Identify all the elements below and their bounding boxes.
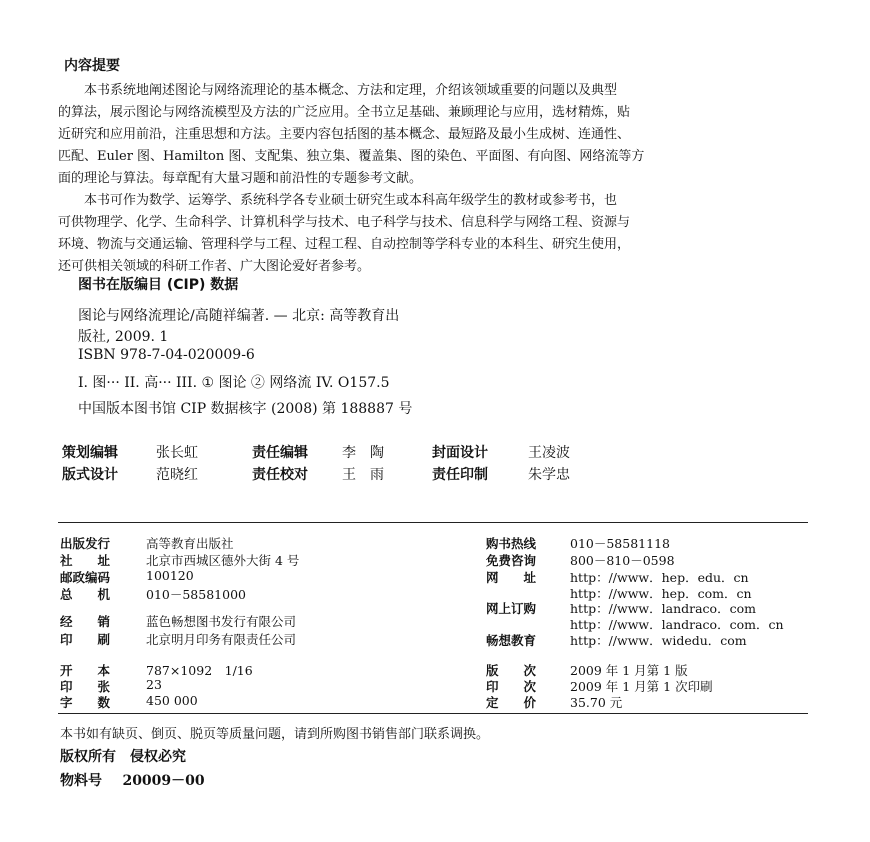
info-label: 免费咨询 (486, 553, 537, 568)
staff-label: 责任编辑 (252, 445, 308, 461)
staff-label: 责任校对 (252, 467, 308, 483)
staff-value: 朱学忠 (528, 467, 570, 483)
summary-p2-line: 本书可作为数学、运筹学、系统科学各专业硕士研究生或本科高年级学生的教材或参考书，也 (84, 193, 618, 208)
staff-label: 策划编辑 (62, 445, 118, 461)
info-value: 23 (146, 677, 162, 692)
staff-value: 张长虹 (156, 445, 198, 461)
summary-p1-line: 的算法，展示图论与网络流模型及方法的广泛应用。全书立足基础、兼顾理论与应用，选材精炼，贴 (58, 105, 631, 120)
info-label: 社 址 (60, 553, 111, 568)
info-value: 北京明月印务有限责任公司 (146, 632, 297, 647)
info-value: 2009 年 1 月第 1 版 (570, 663, 688, 678)
staff-value: 李 陶 (342, 445, 384, 461)
staff-row (62, 464, 570, 484)
info-label: 经 销 (60, 614, 111, 629)
summary-paragraph-2 (58, 190, 818, 278)
info-value: 北京市西城区德外大街 4 号 (146, 553, 300, 568)
info-value: 2009 年 1 月第 1 次印刷 (570, 679, 713, 694)
summary-title: 内容提要 (64, 58, 120, 74)
info-value: 100120 (146, 568, 194, 583)
info-value: 010－58581118 (570, 536, 670, 551)
cip-title: 图书在版编目 (CIP) 数据 (78, 277, 239, 293)
info-label: 网 址 (486, 570, 537, 585)
staff-value: 范晓红 (156, 467, 198, 483)
info-link: http：//www．widedu．com (570, 633, 747, 648)
staff-label: 版式设计 (62, 467, 118, 483)
material-value: 20009－00 (122, 773, 205, 789)
info-label: 总 机 (60, 587, 111, 602)
copyright-notice: 版权所有 侵权必究 (60, 749, 186, 765)
info-label: 印 刷 (60, 632, 111, 647)
info-label: 出版发行 (60, 536, 111, 551)
summary-p2-line: 环境、物流与交通运输、管理科学与工程、过程工程、自动控制等学科专业的本科生、研究生使用， (58, 237, 631, 252)
staff-value: 王 雨 (342, 467, 384, 483)
info-value: 高等教育出版社 (146, 536, 234, 551)
summary-p1-line: 面的理论与算法。每章配有大量习题和前沿性的专题参考文献。 (58, 171, 423, 186)
staff-value: 王凌波 (528, 445, 570, 461)
info-link: http：//www．hep．edu．cn (570, 570, 749, 585)
divider (58, 713, 808, 714)
cip-isbn: ISBN 978-7-04-020009-6 (78, 347, 255, 363)
cip-record-number: 中国版本图书馆 CIP 数据核字 (2008) 第 188887 号 (78, 401, 413, 417)
summary-paragraph-1 (58, 80, 818, 190)
cip-line: 版社, 2009. 1 (78, 329, 169, 345)
info-value: 787×1092 1/16 (146, 663, 253, 678)
info-label: 畅想教育 (486, 633, 537, 648)
info-label: 印 次 (486, 679, 537, 694)
summary-p2-line: 还可供相关领域的科研工作者、广大图论爱好者参考。 (58, 259, 371, 274)
info-link: http：//www．hep．com．cn (570, 586, 752, 601)
divider (58, 522, 808, 523)
info-label: 定 价 (486, 695, 537, 710)
info-label: 购书热线 (486, 536, 537, 551)
cip-line: 图论与网络流理论/高随祥编著. — 北京: 高等教育出 (78, 308, 400, 324)
info-label: 邮政编码 (60, 570, 111, 585)
cip-classification: I. 图··· II. 高··· III. ① 图论 ② 网络流 IV. O157.5 (78, 375, 390, 391)
info-label: 开 本 (60, 663, 111, 678)
info-value: 蓝色畅想图书发行有限公司 (146, 614, 297, 629)
summary-p1-line: 匹配、Euler 图、Hamilton 图、支配集、独立集、覆盖集、图的染色、平面图、有向图、网络流等方 (58, 149, 645, 164)
info-value: 800－810－0598 (570, 553, 675, 568)
summary-p2-line: 可供物理学、化学、生命科学、计算机科学与技术、电子科学与技术、信息科学与网络工程、资源与 (58, 215, 631, 230)
info-link: http：//www．landraco．com (570, 601, 756, 616)
material-number (60, 770, 205, 790)
material-label: 物料号 (60, 773, 102, 789)
quality-notice: 本书如有缺页、倒页、脱页等质量问题，请到所购图书销售部门联系调换。 (60, 727, 490, 742)
info-label: 版 次 (486, 663, 537, 678)
info-label: 网上订购 (486, 601, 537, 616)
staff-label: 封面设计 (432, 445, 488, 461)
info-value: 450 000 (146, 693, 198, 708)
info-label: 印 张 (60, 679, 111, 694)
info-value: 010－58581000 (146, 587, 246, 602)
staff-row (62, 442, 570, 462)
summary-p1-line: 近研究和应用前沿，注重思想和方法。主要内容包括图的基本概念、最短路及最小生成树、连通性、 (58, 127, 631, 142)
summary-p1-line: 本书系统地阐述图论与网络流理论的基本概念、方法和定理，介绍该领域重要的问题以及典型 (84, 83, 618, 98)
staff-label: 责任印制 (432, 467, 488, 483)
info-value: 35.70 元 (570, 695, 623, 710)
info-label: 字 数 (60, 695, 111, 710)
info-link: http：//www．landraco．com．cn (570, 617, 784, 632)
